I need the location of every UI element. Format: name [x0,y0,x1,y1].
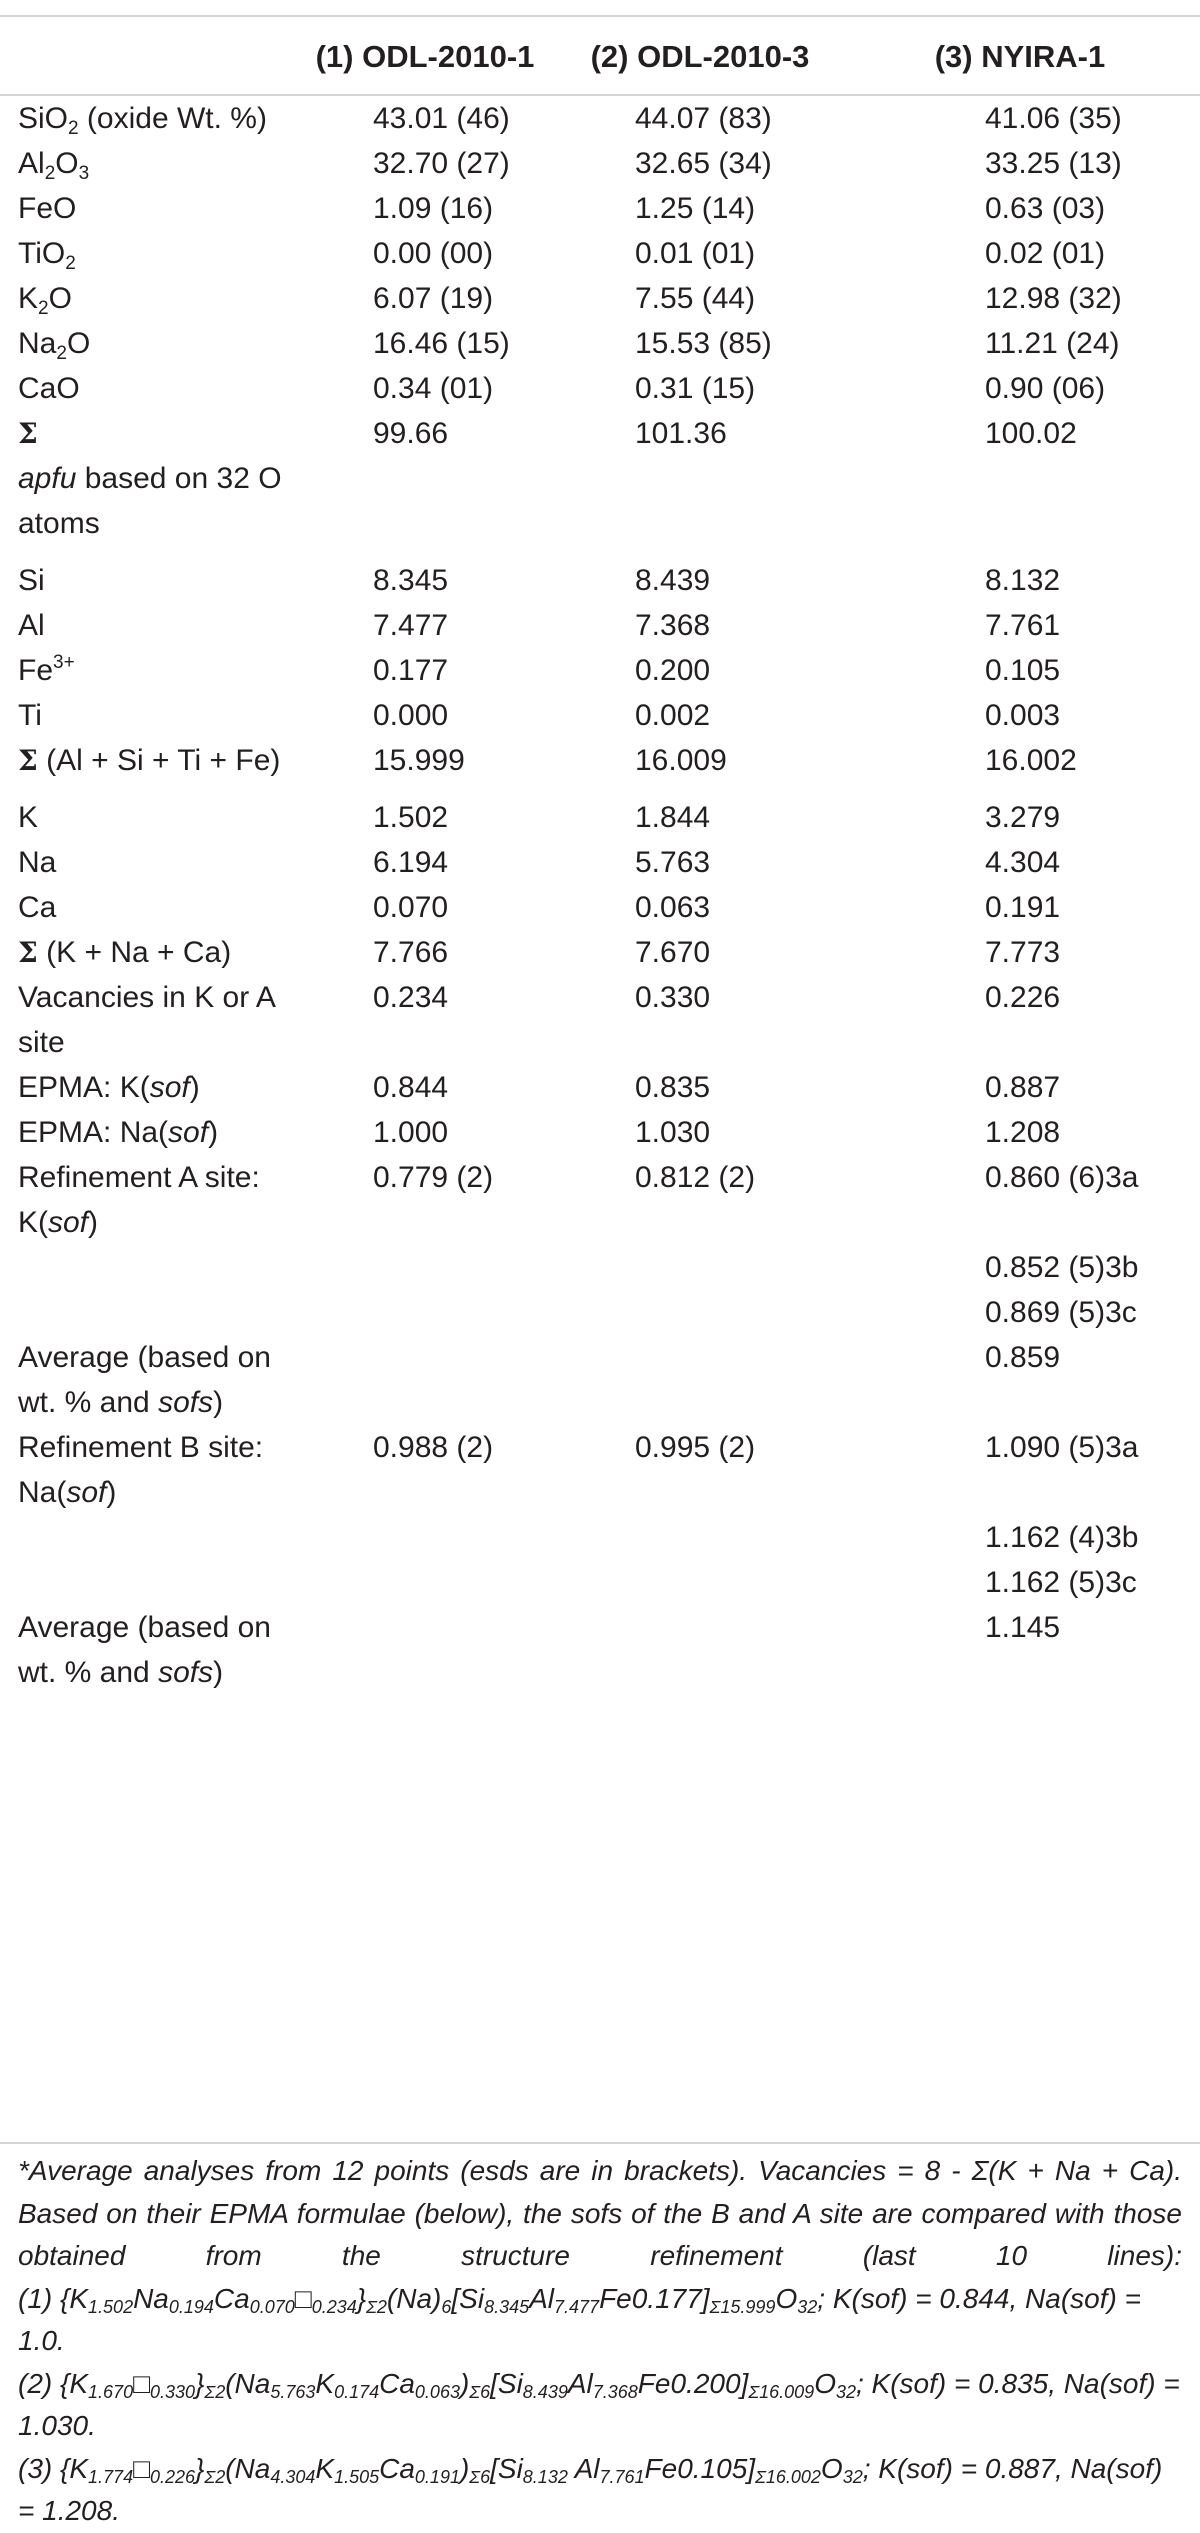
table-row [0,1515,1200,1560]
row-label: Average (based on wt. % and sofs) [18,1341,271,1419]
cell-odl-2010-1: 1.09 (16) [373,192,494,225]
header-blank [0,18,290,96]
table-row [0,1155,1200,1245]
table-row [0,930,1200,975]
cell-odl-2010-3: 0.835 [635,1071,711,1104]
cell-odl-2010-1: 0.070 [373,891,449,924]
cell-odl-2010-1: 0.844 [373,1071,449,1104]
table-row [0,1335,1200,1425]
cell-nyira-1: 0.887 [985,1071,1061,1104]
cell-odl-2010-1 [290,1515,560,1560]
cell-nyira-1: 7.761 [985,609,1061,642]
row-label: EPMA: K(sof) [18,1071,200,1104]
cell-nyira-1: 0.226 [985,981,1061,1014]
header-col1: (1) ODL-2010-1 [315,39,535,74]
cell-odl-2010-1: 43.01 (46) [373,102,510,135]
cell-odl-2010-1: 6.07 (19) [373,282,494,315]
cell-odl-2010-1: 7.766 [373,936,449,969]
table-row [0,366,1200,411]
row-label: Refinement B site: Na(sof) [18,1431,264,1509]
cell-nyira-1: 12.98 (32) [985,282,1122,315]
cell-odl-2010-3 [560,1335,840,1425]
footnote-formula-3: (3) $\{K_{1.774}□_{0.226}\}_{\Sigma 2}(Na_{4.304}K_{1.505}Ca_{0.191})_{\Sigma 6}[Si_{8.132}$ $Al_{7.761}Fe0.105]_{\Sigma 16.002}O_{32}$; K(sof) = 0.887, Na(sof) = 1.208. [18,2452,1163,2526]
row-label: Refinement A site: K(sof) [18,1161,260,1239]
cell-odl-2010-1 [290,1560,560,1605]
cell-nyira-1: 4.304 [985,846,1061,879]
footnote [18,2150,1182,2533]
footnote-formula-1: (1) $\{K_{1.502}Na_{0.194}Ca_{0.070}□_{0.234}\}_{\Sigma 2}(Na)_6[Si_{8.345}Al_{7.477}Fe0.177]_{\Sigma 15.999}O_{32}$; K(sof) = 0.844, Na(sof) = 1.0. [18,2282,1141,2356]
header-row [0,18,1200,96]
row-label: K [18,801,39,834]
cell-nyira-1: 41.06 (35) [985,102,1122,135]
table-row [0,186,1200,231]
cell-odl-2010-1: 99.66 [373,417,449,450]
cell-nyira-1: 0.852 (5)3b [985,1251,1139,1284]
table-row [0,1560,1200,1605]
cell-odl-2010-3 [560,1290,840,1335]
table-row [0,885,1200,930]
cell-odl-2010-1: 0.988 (2) [373,1431,494,1464]
cell-odl-2010-3: 32.65 (34) [635,147,772,180]
row-label: TiO$_2$ [18,237,76,274]
table-row [0,648,1200,693]
table-row [0,411,1200,456]
cell-nyira-1: 100.02 [985,417,1077,450]
cell-odl-2010-1: 0.779 (2) [373,1161,494,1194]
cell-odl-2010-1: 0.177 [373,654,449,687]
cell-nyira-1: 0.02 (01) [985,237,1106,270]
table-row [0,1425,1200,1515]
cell-odl-2010-3: 7.670 [635,936,711,969]
row-label: Ti [18,699,42,732]
row-label [0,1515,290,1560]
cell-odl-2010-3 [560,456,840,546]
row-label: Σ (Al + Si + Ti + Fe) [18,744,281,777]
cell-nyira-1: 0.105 [985,654,1061,687]
cell-nyira-1: 0.63 (03) [985,192,1106,225]
table-row [0,603,1200,648]
cell-nyira-1: 3.279 [985,801,1061,834]
table-row [0,321,1200,366]
cell-nyira-1 [840,456,1200,546]
cell-nyira-1: 1.162 (4)3b [985,1521,1139,1554]
table-row [0,96,1200,141]
header-col3: (3) NYIRA-1 [934,39,1106,74]
cell-odl-2010-3 [560,1515,840,1560]
table-body [0,96,1200,1695]
row-label: $Na_2O$ [18,327,91,364]
cell-odl-2010-1: 0.00 (00) [373,237,494,270]
cell-nyira-1: 1.090 (5)3a [985,1431,1139,1464]
cell-odl-2010-1: 32.70 (27) [373,147,510,180]
cell-odl-2010-3: 0.31 (15) [635,372,756,405]
cell-odl-2010-3: 0.995 (2) [635,1431,756,1464]
table-row [0,1065,1200,1110]
cell-nyira-1: 0.859 [985,1341,1061,1374]
cell-odl-2010-3: 15.53 (85) [635,327,772,360]
cell-odl-2010-3: 8.439 [635,564,711,597]
header-col2: (2) ODL-2010-3 [590,39,810,74]
table-row [0,1290,1200,1335]
table-row [0,456,1200,546]
row-label: Σ (K + Na + Ca) [18,936,232,969]
row-label: CaO [18,372,80,405]
table-row [0,1110,1200,1155]
cell-odl-2010-1: 8.345 [373,564,449,597]
top-rule [0,15,1200,17]
cell-odl-2010-1 [290,1290,560,1335]
row-label: FeO [18,192,77,225]
row-label: $Al_2O_3$ [18,147,90,184]
cell-odl-2010-3: 16.009 [635,744,727,777]
cell-odl-2010-1: 1.502 [373,801,449,834]
table-row [0,975,1200,1065]
cell-nyira-1: 1.162 (5)3c [985,1566,1137,1599]
cell-nyira-1: 7.773 [985,936,1061,969]
table-row [0,840,1200,885]
table-row [0,231,1200,276]
composition-table [0,18,1200,1695]
row-label: Average (based on wt. % and sofs) [18,1611,271,1689]
row-label [0,1290,290,1335]
table-row [0,546,1200,603]
cell-odl-2010-3 [560,1245,840,1290]
table-row [0,141,1200,186]
cell-odl-2010-1: 1.000 [373,1116,449,1149]
row-label [0,1560,290,1605]
cell-odl-2010-3: 1.25 (14) [635,192,756,225]
row-label: $Fe^{3+}$ [18,652,75,687]
cell-odl-2010-3: 101.36 [635,417,727,450]
row-label: Ca [18,891,57,924]
table-row [0,276,1200,321]
cell-odl-2010-3 [560,1560,840,1605]
cell-odl-2010-3: 0.063 [635,891,711,924]
cell-odl-2010-3: 0.200 [635,654,711,687]
cell-odl-2010-1: 0.000 [373,699,449,732]
cell-nyira-1: 11.21 (24) [985,327,1120,360]
cell-nyira-1: 16.002 [985,744,1077,777]
row-label: Na [18,846,57,879]
cell-odl-2010-1 [290,1335,560,1425]
cell-odl-2010-3: 0.002 [635,699,711,732]
cell-nyira-1: 0.003 [985,699,1061,732]
cell-nyira-1: 0.869 (5)3c [985,1296,1137,1329]
row-label: SiO$_2$ (oxide Wt. %) [18,102,267,139]
footnote-formula-2: (2) $\{K_{1.670}□_{0.330}\}_{\Sigma 2}(Na_{5.763}K_{0.174}Ca_{0.063})_{\Sigma 6}[Si_{8.439}Al_{7.368}Fe0.200]_{\Sigma 16.009}O_{32}$; K(sof) = 0.835, Na(sof) = 1.030. [18,2367,1180,2441]
table-row [0,1605,1200,1695]
cell-nyira-1: 0.90 (06) [985,372,1106,405]
table-row [0,738,1200,783]
cell-odl-2010-1: 15.999 [373,744,465,777]
row-label: Al [18,609,45,642]
cell-nyira-1: 33.25 (13) [985,147,1122,180]
table-row [0,693,1200,738]
bottom-rule [0,2142,1200,2144]
cell-odl-2010-1: 16.46 (15) [373,327,510,360]
cell-nyira-1: 0.860 (6)3a [985,1161,1139,1194]
cell-odl-2010-3: 0.01 (01) [635,237,756,270]
cell-odl-2010-1: 0.234 [373,981,449,1014]
cell-nyira-1: 0.191 [985,891,1061,924]
row-label: EPMA: Na(sof) [18,1116,219,1149]
row-label: Σ [18,417,38,450]
cell-odl-2010-3: 7.55 (44) [635,282,756,315]
footnote-intro: *Average analyses from 12 points (esds are in brackets). Vacancies = 8 - Σ(K + Na + Ca). Based on their EPMA formulae (below), the sofs of the B and A site are compared with those obtained from the structure refinement (last 10 lines): [18,2155,1182,2271]
cell-odl-2010-1: 6.194 [373,846,449,879]
cell-odl-2010-3: 7.368 [635,609,711,642]
cell-odl-2010-1 [290,1605,560,1695]
cell-odl-2010-3: 1.844 [635,801,711,834]
cell-odl-2010-3: 0.330 [635,981,711,1014]
cell-odl-2010-1: 0.34 (01) [373,372,494,405]
row-label: Si [18,564,45,597]
cell-odl-2010-3: 0.812 (2) [635,1161,756,1194]
cell-nyira-1: 8.132 [985,564,1061,597]
table-row [0,1245,1200,1290]
cell-odl-2010-1 [290,1245,560,1290]
cell-odl-2010-3: 1.030 [635,1116,711,1149]
cell-odl-2010-3: 44.07 (83) [635,102,772,135]
cell-odl-2010-3: 5.763 [635,846,711,879]
row-label: apfu based on 32 O atoms [18,462,282,540]
cell-odl-2010-1 [290,456,560,546]
cell-odl-2010-3 [560,1605,840,1695]
cell-nyira-1: 1.208 [985,1116,1061,1149]
row-label: Vacancies in K or A site [18,981,275,1059]
table-row [0,783,1200,840]
row-label: $K_2O$ [18,282,72,319]
cell-odl-2010-1: 7.477 [373,609,449,642]
row-label [0,1245,290,1290]
cell-nyira-1: 1.145 [985,1611,1061,1644]
